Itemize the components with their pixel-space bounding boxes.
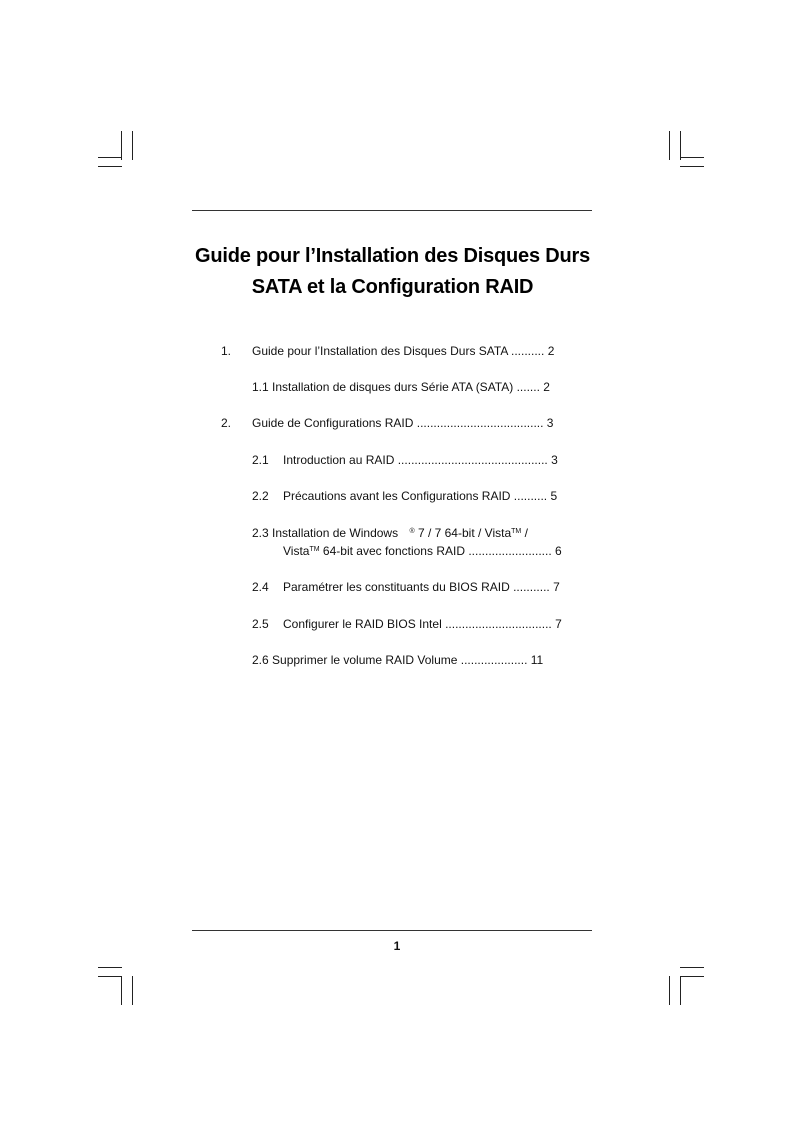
toc-item-2-1[interactable]: Introduction au RAID ............................................. 3 <box>283 453 558 467</box>
toc-item-2-4[interactable]: Paramétrer les constituants du BIOS RAID ........... 7 <box>283 580 560 594</box>
toc-item-2-5-number: 2.5 <box>252 617 269 631</box>
toc-item-1-number: 1. <box>221 344 232 358</box>
crop-mark <box>669 131 670 160</box>
crop-mark <box>680 131 681 160</box>
title-line-1: Guide pour l’Installation des Disques Durs <box>195 245 590 267</box>
footer-rule <box>192 930 592 931</box>
crop-mark <box>98 157 122 158</box>
toc-item-2-3-text-c: / <box>524 526 528 540</box>
toc-item-2-3-text-e: 64-bit avec fonctions RAID ......................... 6 <box>322 544 562 558</box>
crop-mark <box>98 967 122 968</box>
toc-item-2-3-line-1[interactable] <box>252 525 528 544</box>
header-rule <box>192 210 592 211</box>
registered-mark: ® <box>409 528 415 535</box>
page-number: 1 <box>393 939 401 953</box>
toc-item-2-number: 2. <box>221 416 232 430</box>
toc-item-1-1[interactable]: 1.1 Installation de disques durs Série ATA (SATA) ....... 2 <box>252 380 550 394</box>
toc-item-2-3-text-d: Vista <box>283 544 310 558</box>
toc-item-1[interactable]: Guide pour l’Installation des Disques Durs SATA .......... 2 <box>252 344 555 358</box>
trademark-mark: TM <box>511 528 522 535</box>
crop-mark <box>680 976 681 1005</box>
crop-mark <box>680 166 704 167</box>
crop-mark <box>680 967 704 968</box>
toc-item-2-3-text-b: 7 / 7 64-bit / Vista <box>417 526 512 540</box>
page-title <box>150 241 635 303</box>
toc-item-2-4-number: 2.4 <box>252 580 269 594</box>
toc-item-2-2-number: 2.2 <box>252 489 269 503</box>
crop-mark <box>121 976 122 1005</box>
crop-mark <box>680 976 704 977</box>
crop-mark <box>98 166 122 167</box>
trademark-mark: TM <box>309 546 320 553</box>
crop-mark <box>121 131 122 160</box>
crop-mark <box>680 157 704 158</box>
toc-item-2-3-text-a: 2.3 Installation de Windows <box>252 526 399 540</box>
title-line-2: SATA et la Configuration RAID <box>251 276 534 298</box>
toc-item-2-6[interactable]: 2.6 Supprimer le volume RAID Volume .................... 11 <box>252 653 544 667</box>
toc-item-2-5[interactable]: Configurer le RAID BIOS Intel ................................ 7 <box>283 617 562 631</box>
toc-item-2-3-line-2[interactable] <box>283 543 562 562</box>
crop-mark <box>98 976 122 977</box>
crop-mark <box>132 976 133 1005</box>
toc-item-2-1-number: 2.1 <box>252 453 269 467</box>
toc-item-2-2[interactable]: Précautions avant les Configurations RAID .......... 5 <box>283 489 558 503</box>
toc-item-2[interactable]: Guide de Configurations RAID ...................................... 3 <box>252 416 554 430</box>
crop-mark <box>669 976 670 1005</box>
crop-mark <box>132 131 133 160</box>
